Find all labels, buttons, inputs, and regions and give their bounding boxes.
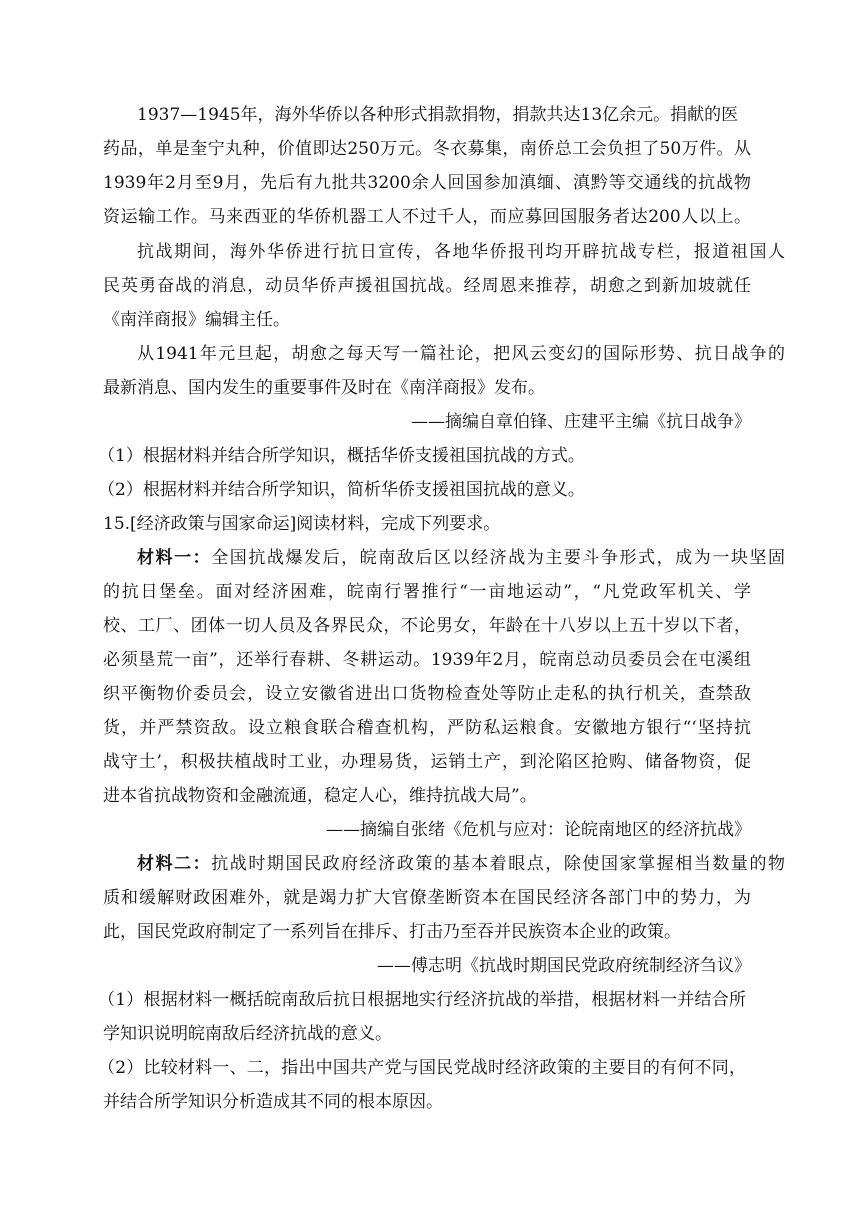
question-heading: 15.[经济政策与国家命运]阅读材料，完成下列要求。 [103, 514, 501, 534]
question-item: （1）根据材料并结合所学知识，概括华侨支援祖国抗战的方式。 [98, 446, 585, 466]
material-label: 材料二： [137, 854, 212, 874]
paragraph-line: 抗战期间，海外华侨进行抗日宣传，各地华侨报刊均开辟抗战专栏，报道祖国人 [137, 242, 785, 262]
material-text: 全国抗战爆发后，皖南敌后区以经济战为主要斗争形式，成为一块坚固 [211, 548, 785, 568]
paragraph-line: 的抗日堡垒。面对经济困难，皖南行署推行“一亩地运动”，“凡党政军机关、学 [103, 582, 751, 602]
source-citation: ——摘编自张绪《危机与应对：论皖南地区的经济抗战》 [326, 820, 751, 840]
paragraph-line: 必须垦荒一亩”，还举行春耕、冬耕运动。1939年2月，皖南总动员委员会在屯溪组 [103, 650, 751, 670]
question-item: （2）根据材料并结合所学知识，简析华侨支援祖国抗战的意义。 [98, 480, 585, 500]
paragraph-line: 校、工厂、团体一切人员及各界民众，不论男女，年龄在十八岁以上五十岁以下者， [103, 616, 751, 636]
question-item: （1）根据材料一概括皖南敌后抗日根据地实行经济抗战的举措，根据材料一并结合所 [98, 990, 746, 1010]
material-text: 抗战时期国民政府经济政策的基本着眼点，除使国家掌握相当数量的物 [211, 854, 785, 874]
paragraph-line: 1937—1945年，海外华侨以各种形式捐款捐物，捐款共达13亿余元。捐献的医 [137, 105, 739, 125]
paragraph-line: 民英勇奋战的消息，动员华侨声援祖国抗战。经周恩来推荐，胡愈之到新加坡就任 [103, 276, 751, 296]
paragraph-line: 质和缓解财政困难外，就是竭力扩大官僚垄断资本在国民经济各部门中的势力，为 [103, 888, 751, 908]
paragraph-line: 资运输工作。马来西亚的华侨机器工人不过千人，而应募回国服务者达200人以上。 [103, 207, 751, 227]
question-item: （2）比较材料一、二，指出中国共产党与国民党战时经济政策的主要目的有何不同， [98, 1058, 746, 1078]
source-citation: ——摘编自章伯锋、庄建平主编《抗日战争》 [411, 412, 751, 432]
question-item-continued: 并结合所学知识分析造成其不同的根本原因。 [103, 1092, 443, 1112]
paragraph-line [103, 849, 785, 879]
paragraph-line: 此，国民党政府制定了一系列旨在排斥、打击乃至吞并民族资本企业的政策。 [103, 922, 681, 942]
source-citation: ——傅志明《抗战时期国民党政府统制经济刍议》 [377, 956, 751, 976]
material-label: 材料一： [137, 548, 212, 568]
paragraph-line: 药品，单是奎宁丸种，价值即达250万元。冬衣募集，南侨总工会负担了50万件。从 [103, 139, 751, 159]
paragraph-line [103, 543, 785, 573]
paragraph-line: 进本省抗战物资和金融流通，稳定人心，维持抗战大局”。 [103, 786, 537, 806]
question-item-continued: 学知识说明皖南敌后经济抗战的意义。 [103, 1024, 392, 1044]
paragraph-line: 1939年2月至9月，先后有九批共3200余人回国参加滇缅、滇黔等交通线的抗战物 [103, 173, 751, 193]
paragraph-line: 最新消息、国内发生的重要事件及时在《南洋商报》发布。 [103, 378, 545, 398]
paragraph-line: 《南洋商报》编辑主任。 [103, 310, 290, 330]
paragraph-line: 战守土’，积极扶植战时工业，办理易货，运销土产，到沦陷区抢购、储备物资，促 [103, 752, 751, 772]
paragraph-line: 货，并严禁资敌。设立粮食联合稽查机构，严防私运粮食。安徽地方银行“‘坚持抗 [103, 718, 751, 738]
paragraph-line: 从1941年元旦起，胡愈之每天写一篇社论，把风云变幻的国际形势、抗日战争的 [137, 344, 785, 364]
paragraph-line: 织平衡物价委员会，设立安徽省进出口货物检查处等防止走私的执行机关，查禁敌 [103, 684, 751, 704]
